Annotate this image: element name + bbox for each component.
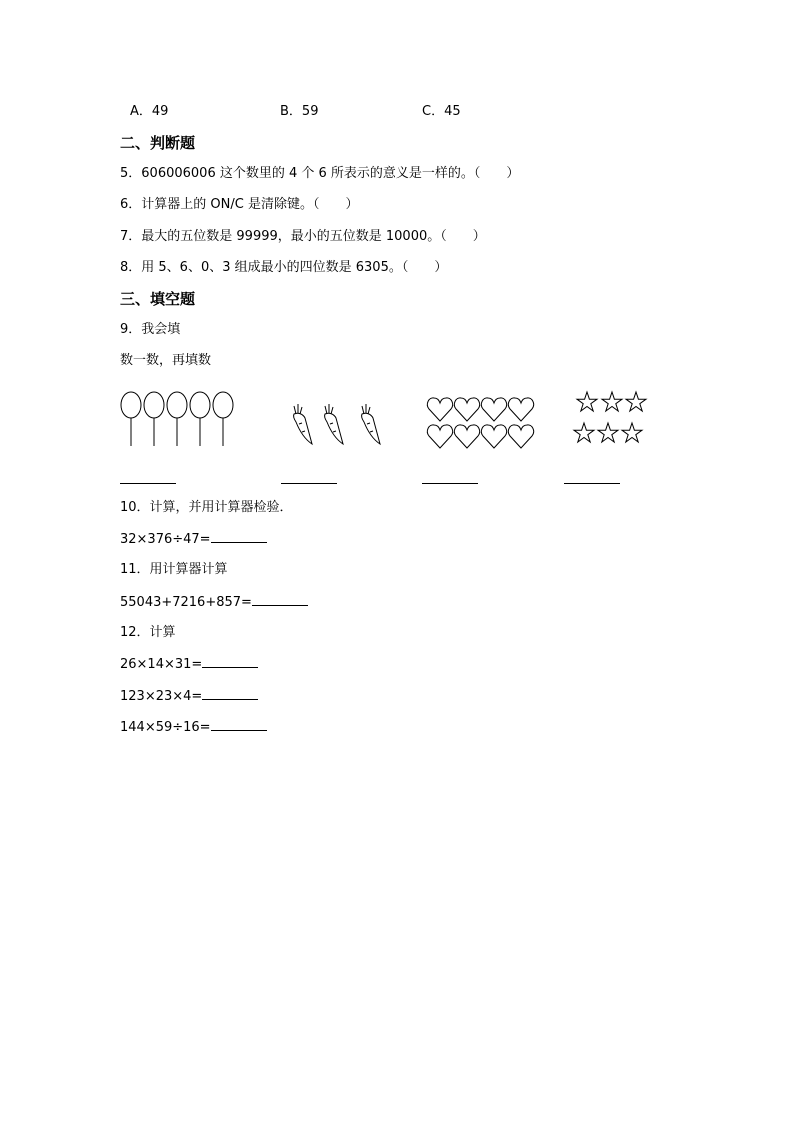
heart-icon	[454, 398, 479, 421]
heart-icon	[427, 398, 452, 421]
question-8: 8．用 5、6、0、3 组成最小的四位数是 6305。（ ）	[120, 260, 448, 275]
answer-blank-balloons[interactable]	[120, 483, 176, 484]
question-12-expression: 144×59÷16=	[120, 720, 211, 735]
option-c[interactable]: C．45	[422, 104, 461, 119]
carrot-icon	[325, 404, 343, 444]
question-10-expression-row	[120, 530, 267, 549]
balloons-figure	[118, 390, 243, 450]
answer-blank[interactable]	[202, 655, 258, 668]
question-12-title: 12．计算	[120, 625, 176, 640]
stars-figure	[572, 390, 652, 446]
answer-blank[interactable]	[252, 593, 308, 606]
section-judge-heading: 二、判断题	[120, 134, 196, 152]
question-12-expression-row-1	[120, 655, 258, 674]
heart-icon	[427, 425, 452, 448]
question-12-expression-row-3	[120, 718, 267, 737]
balloon-icon	[190, 392, 210, 446]
carrot-icon	[294, 404, 312, 444]
section-fill-heading: 三、填空题	[120, 290, 196, 308]
star-icon	[577, 392, 597, 411]
question-12-expression: 123×23×4=	[120, 689, 203, 704]
heart-icon	[454, 425, 479, 448]
answer-blank-stars[interactable]	[564, 483, 620, 484]
heart-icon	[508, 398, 533, 421]
question-10-expression: 32×376÷47=	[120, 532, 211, 547]
question-11-expression: 55043+7216+857=	[120, 595, 252, 610]
question-5: 5．606006006 这个数里的 4 个 6 所表示的意义是一样的。（ ）	[120, 166, 520, 181]
balloon-icon	[167, 392, 187, 446]
carrot-icon	[362, 404, 380, 444]
heart-icon	[508, 425, 533, 448]
question-11-title: 11．用计算器计算	[120, 562, 228, 577]
star-icon	[622, 423, 642, 442]
star-icon	[602, 392, 622, 411]
question-10-title: 10．计算，并用计算器检验．	[120, 500, 293, 515]
answer-blank[interactable]	[211, 530, 267, 543]
carrots-figure	[288, 402, 388, 450]
question-12-expression: 26×14×31=	[120, 657, 203, 672]
option-b[interactable]: B．59	[280, 104, 319, 119]
question-12-expression-row-2	[120, 687, 258, 706]
answer-blank-hearts[interactable]	[422, 483, 478, 484]
question-7: 7．最大的五位数是 99999，最小的五位数是 10000。（ ）	[120, 229, 486, 244]
balloon-icon	[213, 392, 233, 446]
balloon-icon	[144, 392, 164, 446]
answer-blank[interactable]	[211, 718, 267, 731]
heart-icon	[481, 425, 506, 448]
question-6: 6．计算器上的 ON/C 是清除键。（ ）	[120, 197, 359, 212]
option-a[interactable]: A．49	[130, 104, 169, 119]
answer-blank-carrots[interactable]	[281, 483, 337, 484]
star-icon	[598, 423, 618, 442]
answer-blank[interactable]	[202, 687, 258, 700]
question-9-instruction: 数一数，再填数	[120, 353, 212, 368]
question-9-title: 9．我会填	[120, 322, 181, 337]
hearts-figure	[426, 396, 541, 452]
star-icon	[626, 392, 646, 411]
star-icon	[574, 423, 594, 442]
balloon-icon	[121, 392, 141, 446]
question-11-expression-row	[120, 593, 308, 612]
heart-icon	[481, 398, 506, 421]
